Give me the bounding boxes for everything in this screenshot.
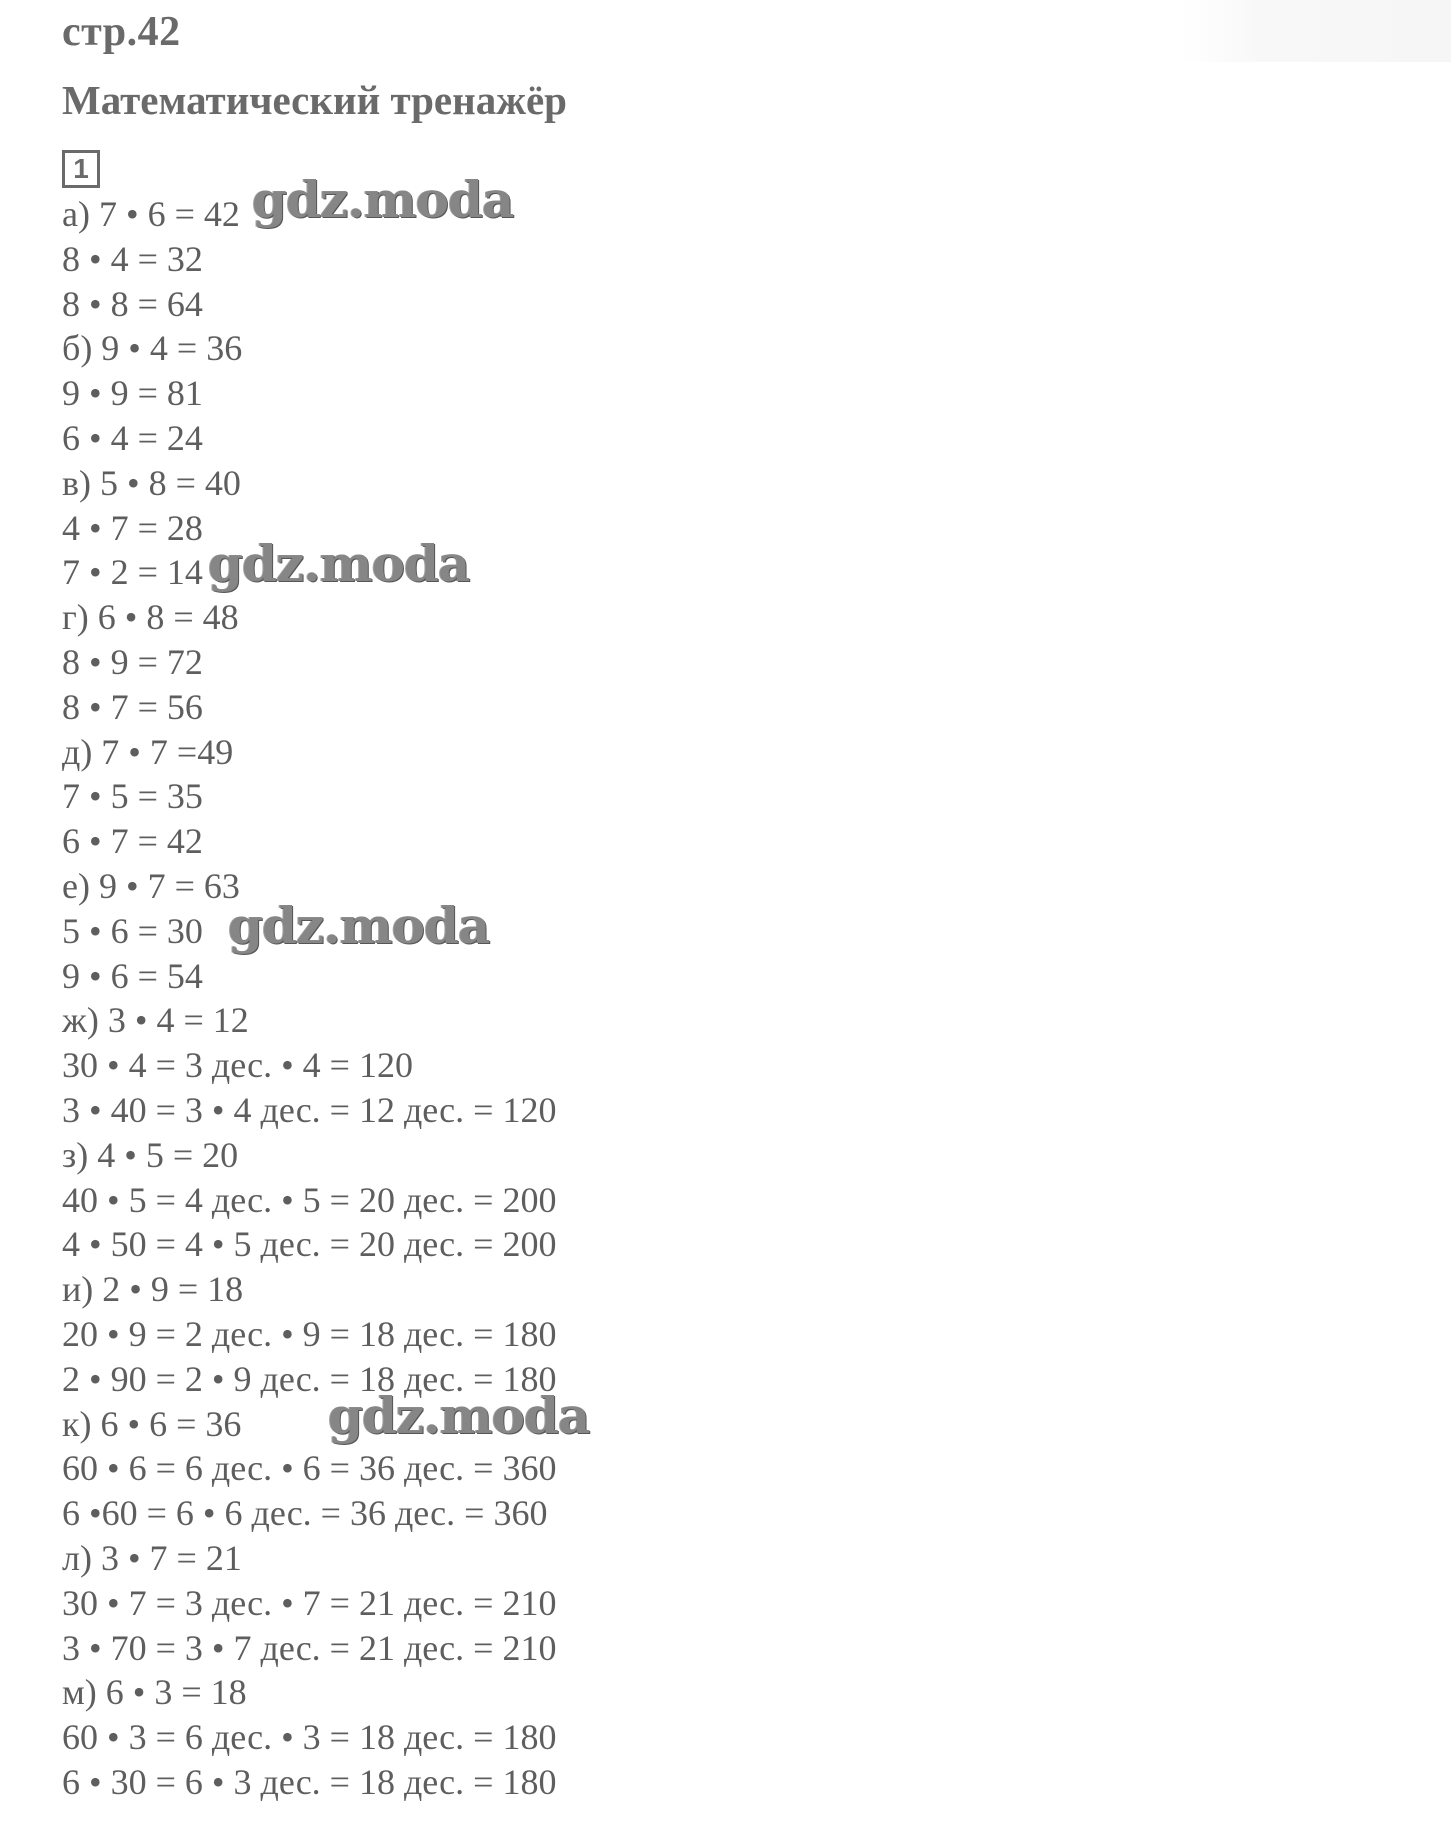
solution-line: 6 • 7 = 42 — [62, 821, 203, 862]
watermark: gdz.moda — [228, 896, 490, 955]
solution-line: б) 9 • 4 = 36 — [62, 328, 243, 369]
solution-line: ж) 3 • 4 = 12 — [62, 1000, 249, 1041]
solution-line: 60 • 3 = 6 дес. • 3 = 18 дес. = 180 — [62, 1717, 557, 1758]
solution-line: и) 2 • 9 = 18 — [62, 1269, 244, 1310]
solution-line: 4 • 7 = 28 — [62, 507, 203, 548]
solution-line: м) 6 • 3 = 18 — [62, 1672, 247, 1713]
solution-line: 5 • 6 = 30 — [62, 910, 203, 951]
solution-line: 7 • 5 = 35 — [62, 776, 203, 817]
solution-line: л) 3 • 7 = 21 — [62, 1537, 242, 1578]
solution-line: 2 • 90 = 2 • 9 дес. = 18 дес. = 180 — [62, 1358, 557, 1399]
task-number-badge: 1 — [62, 150, 100, 188]
corner-shade — [1181, 0, 1451, 62]
solution-line: 60 • 6 = 6 дес. • 6 = 36 дес. = 360 — [62, 1448, 557, 1489]
solution-line: 8 • 7 = 56 — [62, 686, 203, 727]
solution-line: 8 • 4 = 32 — [62, 238, 203, 279]
solution-line: 4 • 50 = 4 • 5 дес. = 20 дес. = 200 — [62, 1224, 557, 1265]
solution-line: 9 • 6 = 54 — [62, 955, 203, 996]
solution-line: 7 • 2 = 14 — [62, 552, 203, 593]
solution-line: д) 7 • 7 =49 — [62, 731, 234, 772]
solution-line: 6 •60 = 6 • 6 дес. = 36 дес. = 360 — [62, 1493, 548, 1534]
solution-line: г) 6 • 8 = 48 — [62, 597, 239, 638]
watermark: gdz.moda — [208, 534, 470, 593]
solution-line: 30 • 7 = 3 дес. • 7 = 21 дес. = 210 — [62, 1582, 557, 1623]
solution-lines — [62, 192, 556, 1805]
solution-line: а) 7 • 6 = 42 — [62, 194, 240, 234]
solution-line: 3 • 70 = 3 • 7 дес. = 21 дес. = 210 — [62, 1627, 557, 1668]
solution-line: 20 • 9 = 2 дес. • 9 = 18 дес. = 180 — [62, 1313, 557, 1354]
solution-line: 8 • 8 = 64 — [62, 283, 203, 324]
section-title: Математический тренажёр — [62, 77, 567, 123]
page-number: стр.42 — [62, 9, 181, 55]
solution-line: 3 • 40 = 3 • 4 дес. = 12 дес. = 120 — [62, 1089, 557, 1130]
solution-line: 6 • 30 = 6 • 3 дес. = 18 дес. = 180 — [62, 1761, 557, 1802]
solution-line: 6 • 4 = 24 — [62, 417, 203, 458]
watermark: gdz.moda — [328, 1386, 590, 1445]
watermark: gdz.moda — [252, 170, 514, 229]
solution-line: 8 • 9 = 72 — [62, 641, 203, 682]
solution-line: з) 4 • 5 = 20 — [62, 1134, 239, 1175]
solution-line: к) 6 • 6 = 36 — [62, 1403, 242, 1444]
solution-line: е) 9 • 7 = 63 — [62, 865, 240, 906]
solution-line: 30 • 4 = 3 дес. • 4 = 120 — [62, 1045, 413, 1086]
solution-line: 9 • 9 = 81 — [62, 373, 203, 414]
solution-line: 40 • 5 = 4 дес. • 5 = 20 дес. = 200 — [62, 1179, 557, 1220]
solution-line: в) 5 • 8 = 40 — [62, 462, 241, 503]
